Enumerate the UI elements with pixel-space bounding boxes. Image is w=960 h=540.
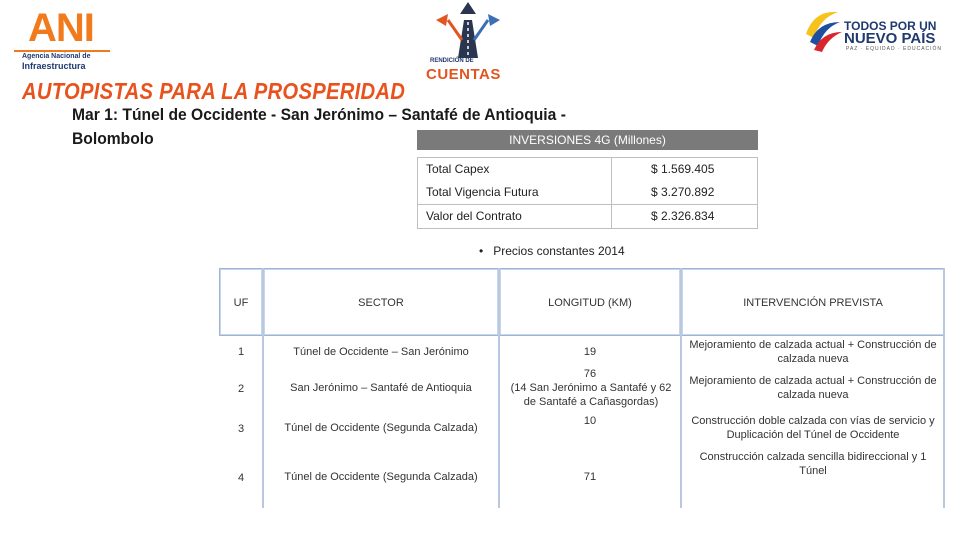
price-note-text: Precios constantes 2014 xyxy=(493,244,625,258)
row-4-uf: 4 xyxy=(237,472,245,484)
column-divider xyxy=(611,205,612,228)
row-1-sector: Túnel de Occidente – San Jerónimo xyxy=(293,346,469,358)
column-header-intervencion: INTERVENCIÓN PREVISTA xyxy=(681,268,945,336)
investment-value: $ 3.270.892 xyxy=(651,185,715,199)
ani-logo-rule xyxy=(14,50,110,52)
todos-logo-line3: PAZ · EQUIDAD · EDUCACIÓN xyxy=(846,46,943,52)
ani-logo-line1: Agencia Nacional de xyxy=(22,53,91,60)
ani-logo-line2: Infraestructura xyxy=(22,61,86,71)
investments-header: INVERSIONES 4G (Millones) xyxy=(417,130,758,150)
rendicion-logo-big: CUENTAS xyxy=(426,66,501,83)
slogan-heading: AUTOPISTAS PARA LA PROSPERIDAD xyxy=(22,78,406,104)
row-3-sector: Túnel de Occidente (Segunda Calzada) xyxy=(284,422,478,434)
todos-por-un-nuevo-pais-logo xyxy=(800,4,950,54)
row-3-longitud: 10 xyxy=(583,415,597,427)
investment-value: $ 2.326.834 xyxy=(651,209,715,223)
road-arrows-icon xyxy=(418,0,518,60)
column-header-uf: UF xyxy=(219,268,263,336)
row-1-uf: 1 xyxy=(237,346,245,358)
tricolor-swirl-icon xyxy=(800,4,844,54)
row-1-longitud: 19 xyxy=(583,346,597,358)
rendicion-logo-small: RENDICIÓN DE xyxy=(430,58,474,64)
column-header-sector: SECTOR xyxy=(263,268,499,336)
column-divider xyxy=(611,158,612,181)
row-4-sector: Túnel de Occidente (Segunda Calzada) xyxy=(284,471,478,483)
ani-logo xyxy=(14,6,114,71)
investment-label: Total Vigencia Futura xyxy=(426,185,539,199)
todos-logo-line1: TODOS POR UN xyxy=(844,19,937,33)
row-2-intervencion: Mejoramiento de calzada actual + Construcción de calzada nueva xyxy=(689,375,937,401)
row-2-longitud-detail: (14 San Jerónimo a Santafé y 62 de Santafé a Cañasgordas) xyxy=(510,382,672,408)
investment-row-capex xyxy=(417,157,758,182)
row-4-longitud: 71 xyxy=(583,471,597,483)
row-2-sector: San Jerónimo – Santafé de Antioquia xyxy=(290,382,472,394)
row-2-longitud: 76 xyxy=(583,368,597,380)
row-2-uf: 2 xyxy=(237,383,245,395)
column-divider xyxy=(943,268,945,508)
column-header-longitud: LONGITUD (KM) xyxy=(499,268,681,336)
investment-row-vigencia-futura xyxy=(417,181,758,205)
investment-value: $ 1.569.405 xyxy=(651,162,715,176)
row-3-intervencion: Construcción doble calzada con vías de servicio y Duplicación del Túnel de Occidente xyxy=(691,415,935,441)
project-title: Mar 1: Túnel de Occidente - San Jerónimo – Santafé de Antioquia - Bolombolo xyxy=(72,105,566,148)
sector-table xyxy=(219,268,945,508)
column-divider xyxy=(611,181,612,204)
row-4-intervencion: Construcción calzada sencilla bidireccional y 1 Túnel xyxy=(699,451,927,477)
bullet-icon: • xyxy=(479,244,484,258)
todos-logo-line2: NUEVO PAÍS xyxy=(844,30,936,47)
investment-label: Valor del Contrato xyxy=(426,209,522,223)
investment-row-valor-contrato xyxy=(417,205,758,229)
ani-logo-mark: ANI xyxy=(28,6,94,50)
price-note xyxy=(479,244,625,258)
rendicion-cuentas-logo xyxy=(418,0,518,86)
row-1-intervencion: Mejoramiento de calzada actual + Construcción de calzada nueva xyxy=(689,339,937,365)
row-3-uf: 3 xyxy=(237,423,245,435)
investment-label: Total Capex xyxy=(426,162,490,176)
